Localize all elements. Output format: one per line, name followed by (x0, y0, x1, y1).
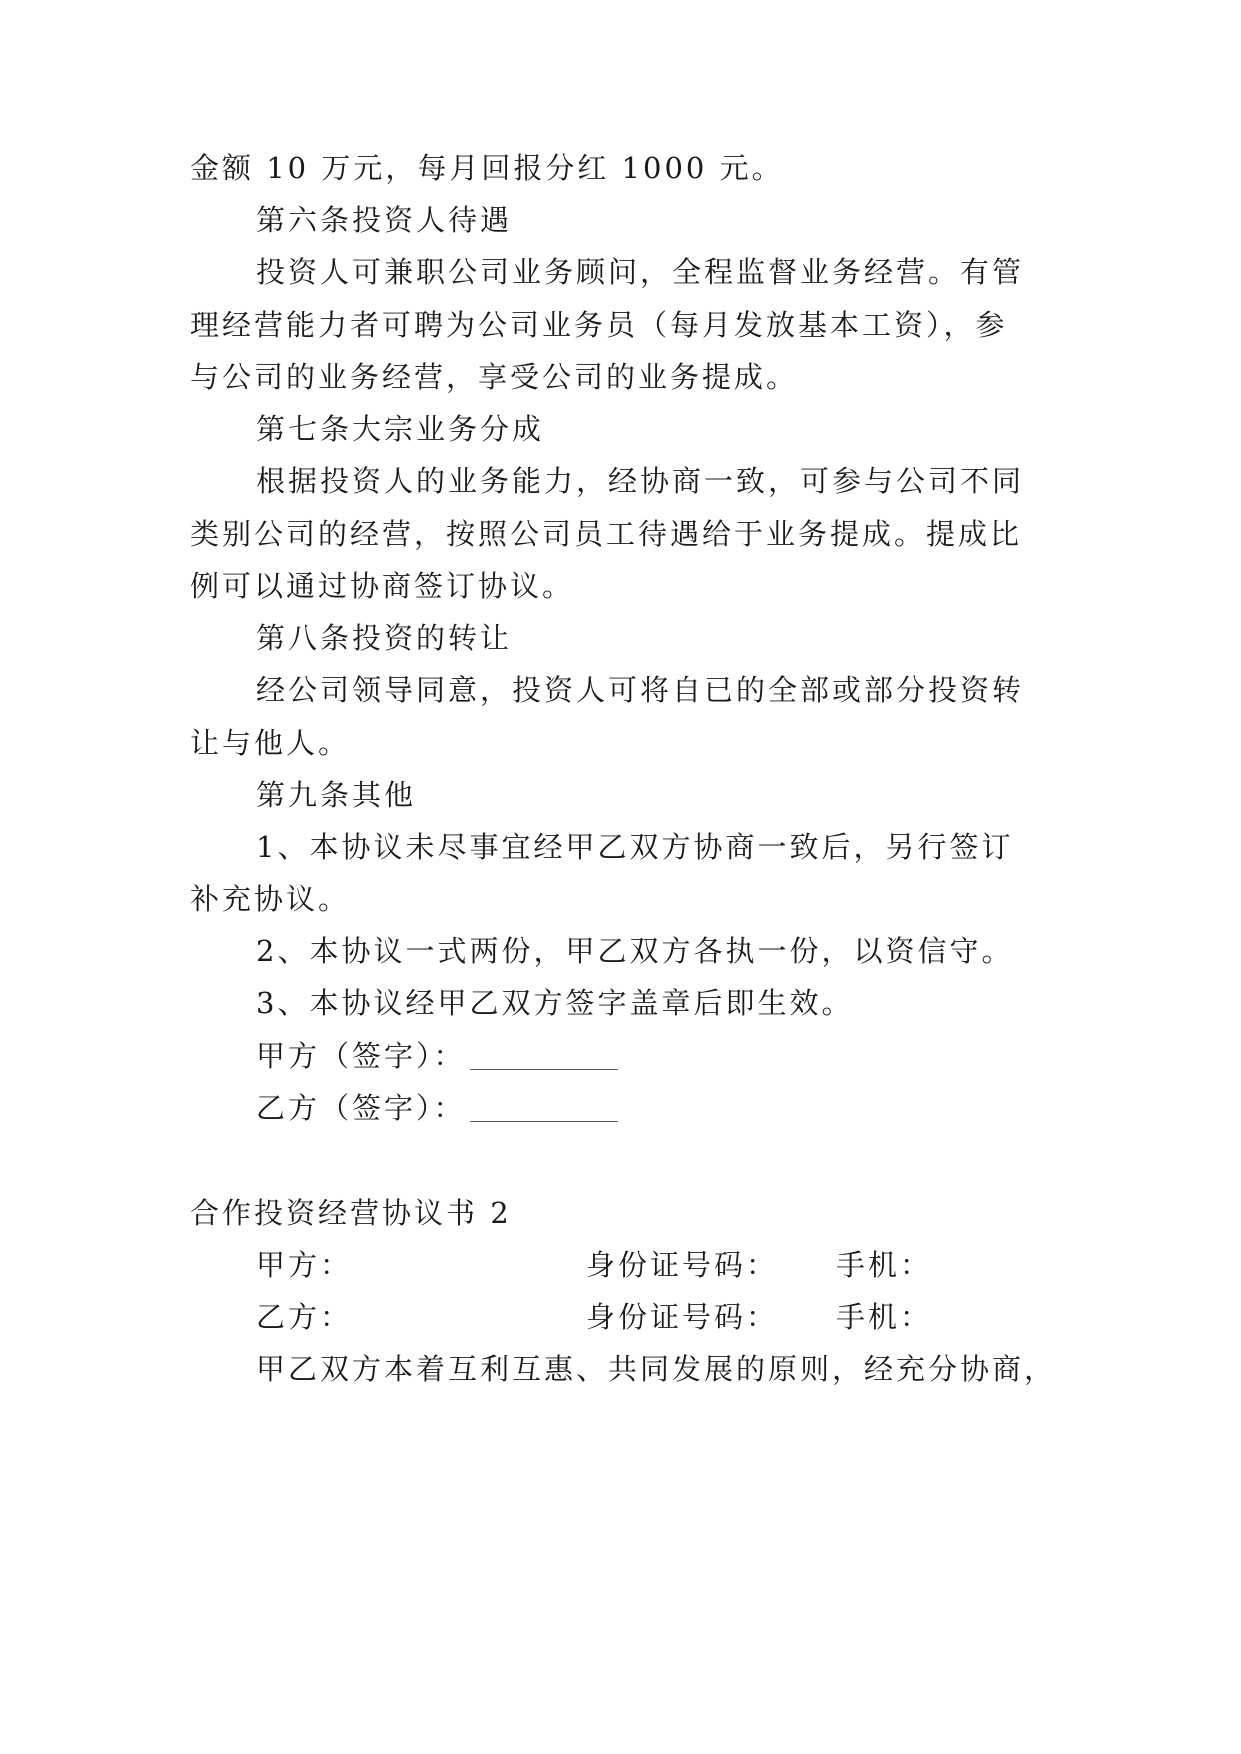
signature-blank-b[interactable] (470, 1095, 618, 1122)
text-line: 与公司的业务经营，享受公司的业务提成。 (190, 360, 799, 394)
text-line: 让与他人。 (190, 726, 351, 760)
text-line: 2、本协议一式两份，甲乙双方各执一份，以资信守。 (256, 934, 1014, 968)
party-b-id-label: 身份证号码： (586, 1300, 779, 1334)
signature-label-b: 乙方（签字）： (256, 1091, 466, 1125)
party-a-id-label: 身份证号码： (586, 1248, 779, 1282)
section-heading-9: 第九条其他 (256, 778, 417, 812)
party-a-label: 甲方： (256, 1248, 353, 1282)
text-line: 经公司领导同意，投资人可将自已的全部或部分投资转 (256, 673, 1025, 707)
party-b-label: 乙方： (256, 1300, 353, 1334)
text-line: 理经营能力者可聘为公司业务员（每月发放基本工资），参 (190, 308, 1008, 342)
party-b-phone-label: 手机： (836, 1300, 933, 1334)
section-heading-7: 第七条大宗业务分成 (256, 412, 545, 446)
signature-party-b (256, 1088, 1136, 1128)
section-heading-8: 第八条投资的转让 (256, 621, 513, 655)
text-line: 投资人可兼职公司业务顾问，全程监督业务经营。有管 (256, 255, 1025, 289)
text-line: 金额 10 万元，每月回报分红 1000 元。 (190, 151, 784, 185)
text-line: 甲乙双方本着互利互惠、共同发展的原则，经充分协商， (256, 1352, 1057, 1386)
signature-label-a: 甲方（签字）： (256, 1039, 466, 1073)
party-a-phone-label: 手机： (836, 1248, 933, 1282)
section-heading-6: 第六条投资人待遇 (256, 203, 513, 237)
text-line: 类别公司的经营，按照公司员工待遇给于业务提成。提成比 (190, 517, 1023, 551)
text-line: 1、本协议未尽事宜经甲乙双方协商一致后，另行签订 (256, 830, 1014, 864)
text-line: 补充协议。 (190, 882, 351, 916)
signature-party-a (256, 1036, 1136, 1076)
text-line: 根据投资人的业务能力，经协商一致，可参与公司不同 (256, 464, 1025, 498)
signature-blank-a[interactable] (470, 1043, 618, 1070)
text-line: 3、本协议经甲乙双方签字盖章后即生效。 (256, 986, 854, 1020)
second-document-title: 合作投资经营协议书 2 (190, 1196, 512, 1230)
text-line: 例可以通过协商签订协议。 (190, 569, 575, 603)
